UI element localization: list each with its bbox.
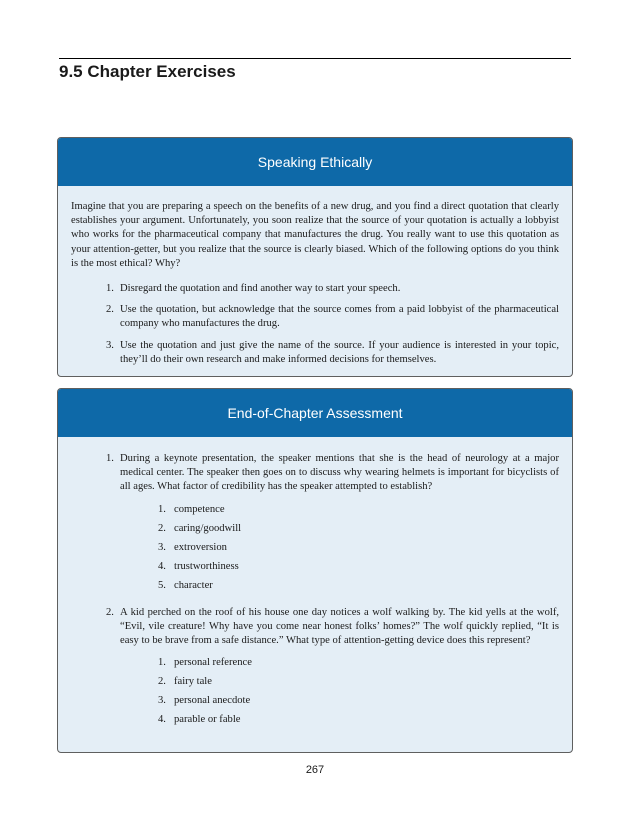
answer-choices	[120, 656, 559, 727]
list-number: 3.	[106, 339, 114, 351]
assessment-heading: End-of-Chapter Assessment	[58, 389, 572, 437]
choice-item	[158, 694, 559, 708]
page-number: 267	[305, 764, 325, 776]
choice-text: parable or fable	[174, 714, 241, 726]
choice-text: caring/goodwill	[174, 522, 242, 534]
speaking-ethically-body	[58, 186, 572, 367]
question-item	[106, 606, 559, 733]
section-title: 9.5 Chapter Exercises	[59, 62, 236, 81]
assessment-body	[58, 437, 572, 732]
choice-item	[158, 560, 559, 574]
choice-number: 1.	[158, 657, 166, 669]
question-text: A kid perched on the roof of his house one day notices a wolf walking by. The kid yells at the wolf, “Evil, vile creature! Why have you come near honest folks’ homes?” The wolf quickly replied, “It is easy to be brave from a safe distance.” What type of attention-getting device does this represent?	[120, 606, 559, 647]
choice-text: fairy tale	[174, 676, 212, 688]
choice-number: 2.	[158, 676, 166, 688]
speaking-ethically-heading: Speaking Ethically	[58, 138, 572, 186]
choice-text: competence	[174, 503, 225, 515]
list-item	[106, 339, 559, 367]
list-item	[106, 282, 559, 296]
header-rule	[59, 58, 571, 59]
question-number: 1.	[106, 453, 114, 464]
choice-number: 4.	[158, 560, 166, 572]
choice-item	[158, 579, 559, 593]
choice-text: extroversion	[174, 541, 227, 553]
choice-number: 3.	[158, 541, 166, 553]
question-item	[106, 452, 559, 598]
question-number: 2.	[106, 606, 114, 618]
choice-item	[158, 522, 559, 536]
choice-item	[158, 503, 559, 517]
choice-text: trustworthiness	[174, 560, 239, 572]
choice-item	[158, 541, 559, 555]
assessment-box	[57, 388, 573, 753]
choice-text: personal anecdote	[174, 695, 251, 707]
choice-text: personal reference	[174, 657, 252, 669]
list-number: 2.	[106, 304, 114, 316]
ethics-prompt: Imagine that you are preparing a speech on the benefits of a new drug, and you find a direct quotation that clearly establishes your argument. Unfortunately, you soon realize that the source of your quotation is actually a lobbyist who works for the pharmaceutical company that manufactures the drug. You really want to use this quotation as your attention-getter, but you realize that the source is clearly biased. Which of the following options do you think is the most ethical? Why?	[71, 201, 559, 269]
answer-choices	[120, 503, 559, 593]
list-number: 1.	[106, 283, 114, 295]
choice-number: 4.	[158, 714, 166, 726]
list-text: Disregard the quotation and find another way to start your speech.	[120, 283, 401, 295]
speaking-ethically-box	[57, 137, 573, 377]
list-text: Use the quotation and just give the name of the source. If your audience is interested in your topic, they’ll do their own research and make informed decisions for themselves.	[120, 339, 559, 365]
choice-number: 1.	[158, 503, 166, 515]
assessment-questions	[71, 451, 559, 732]
list-item	[106, 303, 559, 331]
choice-item	[158, 675, 559, 689]
choice-number: 2.	[158, 522, 166, 534]
choice-item	[158, 713, 559, 727]
choice-number: 5.	[158, 579, 166, 591]
question-text: During a keynote presentation, the speaker mentions that she is the head of neurology at a major medical center. The speaker then goes on to discuss why wearing helmets is important for bicyclists of all ages. What factor of credibility has the speaker attempted to establish?	[120, 453, 559, 493]
ethics-options	[71, 282, 559, 367]
choice-number: 3.	[158, 695, 166, 707]
question-body	[120, 452, 559, 598]
choice-item	[158, 656, 559, 670]
choice-text: character	[174, 579, 213, 591]
question-body	[120, 606, 559, 733]
list-text: Use the quotation, but acknowledge that the source comes from a paid lobbyist of the pharmaceutical company who manufactures the drug.	[120, 304, 559, 330]
